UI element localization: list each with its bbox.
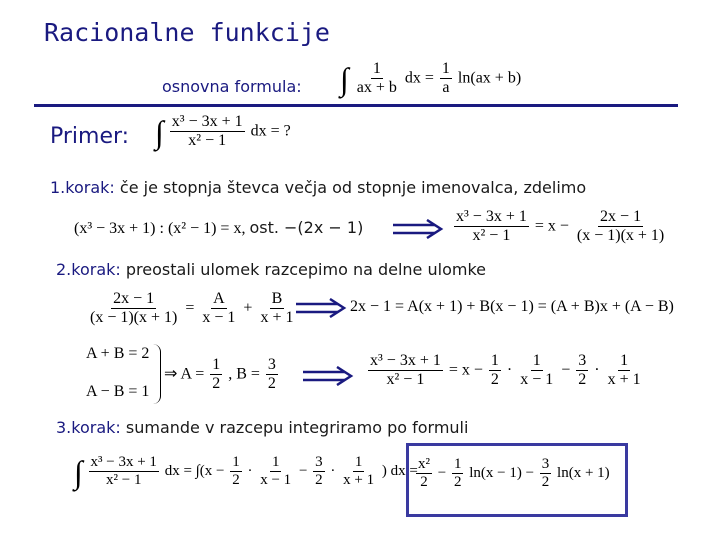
pf-lhs-den: (x − 1)(x + 1) <box>90 309 178 327</box>
step2-minus: − <box>561 361 571 379</box>
solution-b-den: 2 <box>267 375 276 393</box>
step3-c1-num: 1 <box>230 454 242 472</box>
basic-dx: dx = <box>404 69 434 87</box>
pf-lhs <box>88 290 179 328</box>
integral-sign: ∫ <box>340 60 349 97</box>
integral-sign: ∫ <box>155 113 164 150</box>
solution-a-frac <box>210 356 222 394</box>
step1-res-num: x³ − 3x + 1 <box>454 208 529 227</box>
example-den: x² − 1 <box>188 132 227 150</box>
implies-arrow-icon <box>296 298 348 318</box>
step3-den: x² − 1 <box>105 472 142 489</box>
integral-sign: ∫ <box>74 453 83 490</box>
pf-eq: = <box>185 299 195 317</box>
final-r3-num: 3 <box>540 456 552 474</box>
step1-heading <box>50 178 586 197</box>
solution-b-num: 3 <box>266 356 278 375</box>
step2-t1 <box>518 352 555 390</box>
step1-remainder: ost. −(2x − 1) <box>249 218 364 237</box>
example-tail: dx = ? <box>250 122 291 140</box>
final-r1-den: 2 <box>420 474 428 491</box>
step3-t2 <box>341 454 376 490</box>
basic-coef-den: a <box>442 79 450 97</box>
step3-t1-den: x − 1 <box>260 472 292 489</box>
step3-label: 3.korak: <box>56 418 121 437</box>
final-r2 <box>452 456 464 492</box>
step1-res-mid: = x − <box>534 217 569 235</box>
solution-a-num: 1 <box>210 356 222 375</box>
step2-t2 <box>606 352 643 390</box>
step2-dot-2: · <box>594 361 600 379</box>
step3-minus: − <box>298 463 308 480</box>
step3-integral <box>74 454 418 490</box>
pf-a-num: A <box>211 290 227 309</box>
basic-log: ln(ax + b) <box>457 69 522 87</box>
step2-res-rhs: = x − <box>448 361 483 379</box>
divider-rule <box>34 104 678 107</box>
step3-t1 <box>258 454 293 490</box>
basic-coef <box>440 60 452 98</box>
pf-a-den: x − 1 <box>202 309 236 327</box>
step2-text: preostali ulomek razcepimo na delne ulomke <box>125 260 486 279</box>
step1-label: 1.korak: <box>50 178 115 197</box>
implies-arrow-icon <box>393 219 445 239</box>
step3-num: x³ − 3x + 1 <box>89 454 159 472</box>
step2-res-den: x² − 1 <box>386 371 425 389</box>
equation-1: A + B = 2 <box>86 345 150 362</box>
step1-rem-den: (x − 1)(x + 1) <box>576 227 665 245</box>
step3-c1-den: 2 <box>232 472 240 489</box>
step2-c2 <box>576 352 588 390</box>
step2-res-frac <box>368 352 443 390</box>
final-r3 <box>540 456 552 492</box>
pf-plus: + <box>243 299 253 317</box>
step2-res-num: x³ − 3x + 1 <box>368 352 443 371</box>
step2-t1-num: 1 <box>531 352 543 371</box>
solution-a-lead: ⇒ A = <box>164 365 205 383</box>
step1-res-frac <box>454 208 529 246</box>
brace-icon <box>152 344 161 404</box>
step3-t2-den: x + 1 <box>343 472 375 489</box>
step3-close: ) dx = <box>381 463 418 480</box>
step1-division-expr: (x³ − 3x + 1) : (x² − 1) = x, <box>74 220 246 237</box>
final-r1 <box>416 456 432 492</box>
pf-lhs-num: 2x − 1 <box>111 290 156 309</box>
example-label: Primer: <box>50 124 130 149</box>
step3-text: sumande v razcepu integriramo po formuli <box>125 418 469 437</box>
step1-res-den: x² − 1 <box>472 227 511 245</box>
step3-frac <box>89 454 159 490</box>
step2-partial-fractions <box>86 290 297 328</box>
solution-b-lead: , B = <box>228 365 260 383</box>
basic-formula-label: osnovna formula: <box>162 77 302 96</box>
step3-dot-2: · <box>330 463 336 480</box>
basic-integrand <box>355 60 399 98</box>
pf-b-den: x + 1 <box>260 309 294 327</box>
basic-formula <box>340 60 521 98</box>
step1-division <box>74 218 363 238</box>
step2-solution <box>164 356 280 394</box>
basic-coef-num: 1 <box>440 60 452 79</box>
step2-t1-den: x − 1 <box>520 371 554 389</box>
step2-result <box>366 352 645 390</box>
final-r3-den: 2 <box>541 474 550 491</box>
step2-identity: 2x − 1 = A(x + 1) + B(x − 1) = (A + B)x + (A − B) <box>350 298 674 315</box>
step2-c1 <box>489 352 501 390</box>
step3-c2 <box>313 454 325 490</box>
step2-c2-num: 3 <box>576 352 588 371</box>
final-log2: ln(x + 1) <box>557 465 610 482</box>
step2-t2-num: 1 <box>618 352 630 371</box>
step3-t2-num: 1 <box>353 454 365 472</box>
final-log1: ln(x − 1) − <box>469 465 535 482</box>
basic-integrand-num: 1 <box>371 60 383 79</box>
step1-rem-frac <box>575 208 666 246</box>
example-num: x³ − 3x + 1 <box>170 113 245 132</box>
final-minus: − <box>437 465 447 482</box>
step2-dot-1: · <box>506 361 513 379</box>
step3-dot-1: · <box>247 463 253 480</box>
final-result <box>414 456 610 492</box>
step2-heading <box>56 260 486 279</box>
step1-text: če je stopnja števca večja od stopnje imenovalca, zdelimo <box>119 178 587 197</box>
solution-a-den: 2 <box>212 375 221 393</box>
equation-2: A − B = 1 <box>86 383 150 400</box>
pf-a-frac <box>200 290 237 328</box>
final-r1-num: x² <box>416 456 432 474</box>
example-fraction <box>170 113 245 151</box>
step3-mid: dx = ∫(x − <box>164 463 225 480</box>
step2-c1-den: 2 <box>490 371 499 389</box>
final-r2-num: 1 <box>452 456 464 474</box>
step2-c1-num: 1 <box>489 352 501 371</box>
step3-c1 <box>230 454 242 490</box>
example-integral <box>155 113 291 151</box>
step2-c2-den: 2 <box>578 371 587 389</box>
step3-c2-den: 2 <box>315 472 323 489</box>
basic-integrand-den: ax + b <box>356 79 397 97</box>
step2-label: 2.korak: <box>56 260 121 279</box>
implies-arrow-icon <box>303 366 355 386</box>
step3-c2-num: 3 <box>313 454 325 472</box>
pf-b-num: B <box>270 290 285 309</box>
step3-t1-num: 1 <box>270 454 282 472</box>
final-r2-den: 2 <box>453 474 462 491</box>
solution-b-frac <box>266 356 278 394</box>
equation-system <box>86 346 149 400</box>
step1-result <box>452 208 668 246</box>
pf-b-frac <box>258 290 295 328</box>
step3-heading <box>56 418 468 437</box>
step2-t2-den: x + 1 <box>607 371 641 389</box>
step1-rem-num: 2x − 1 <box>598 208 643 227</box>
page-title: Racionalne funkcije <box>44 18 330 47</box>
